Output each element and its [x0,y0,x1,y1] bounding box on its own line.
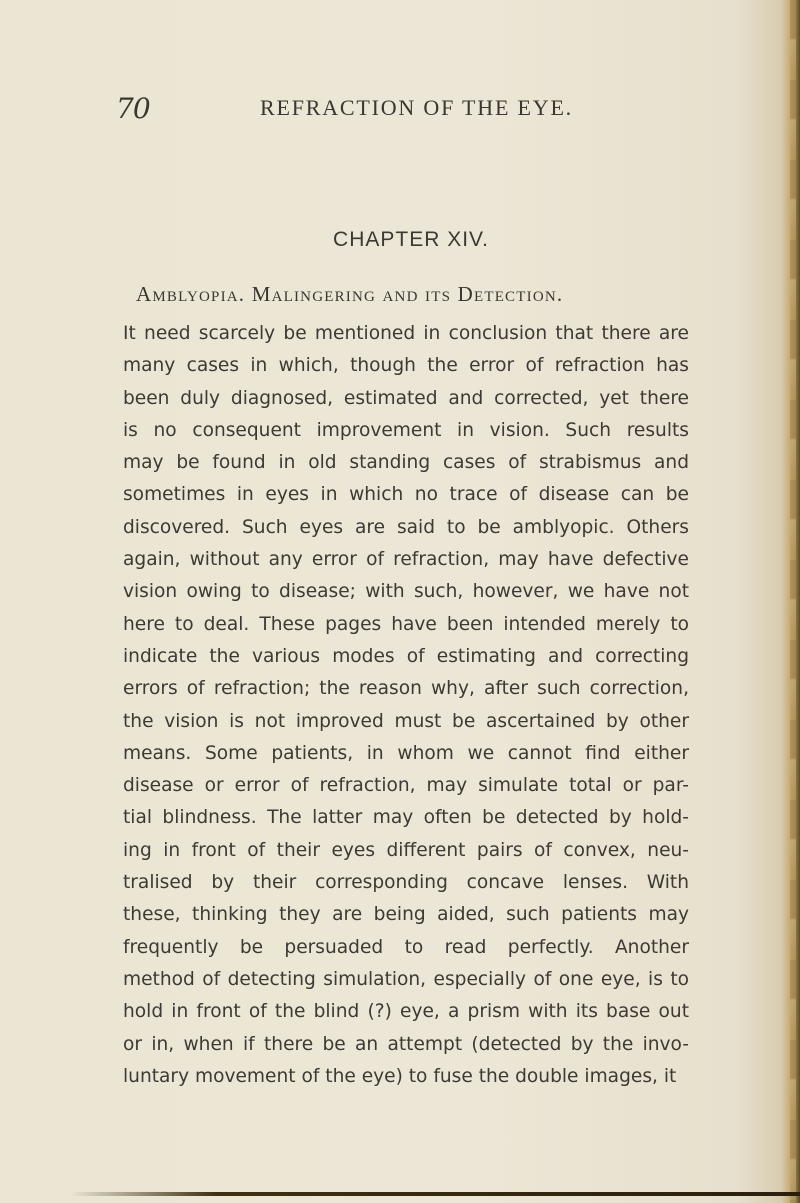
running-head: REFRACTION OF THE EYE. [260,95,573,120]
text-line: ing in front of their eyes different pairs of convex, neu- [123,839,689,861]
text-line: discovered. Such eyes are said to be amblyopic. Others [123,516,689,538]
text-line: luntary movement of the eye) to fuse the double images, it [123,1065,677,1087]
text-line: It need scarcely be mentioned in conclusion that there are [123,323,689,344]
text-line: may be found in old standing cases of strabismus and [123,452,689,474]
text-line: here to deal. These pages have been intended merely to [123,613,689,635]
text-line: many cases in which, though the error of refraction has [123,355,689,377]
text-line: method of detecting simulation, especially of one eye, is to [123,968,689,990]
text-line: tralised by their corresponding concave lenses. With [123,872,689,894]
text-line: disease or error of refraction, may simulate total or par- [123,775,689,797]
page-header [116,92,736,132]
page-number: 70 [116,92,150,125]
text-line: the vision is not improved must be ascertained by other [123,710,689,732]
text-line: or in, when if there be an attempt (detected by the invo- [123,1033,689,1055]
text-line: hold in front of the blind (?) eye, a prism with its base out [123,1001,689,1023]
bottom-edge-rule [70,1192,800,1196]
text-line: means. Some patients, in whom we cannot find either [123,742,689,764]
text-line: is no consequent improvement in vision. Such results [123,419,689,441]
text-line: sometimes in eyes in which no trace of disease can be [123,484,689,506]
text-line: frequently be persuaded to read perfectly. Another [123,936,689,958]
text-line: again, without any error of refraction, may have defective [123,549,689,571]
chapter-subtitle: Amblyopia. Malingering and its Detection. [136,282,564,306]
text-line: been duly diagnosed, estimated and corrected, yet there [123,387,689,409]
text-line: tial blindness. The latter may often be detected by hold- [123,807,689,829]
text-line: these, thinking they are being aided, such patients may [123,904,689,926]
text-line: indicate the various modes of estimating and correcting [123,645,689,667]
chapter-title: CHAPTER XIV. [333,228,489,251]
text-line: errors of refraction; the reason why, after such correction, [123,678,689,700]
body-paragraph [123,318,689,1093]
page-edge-strip [790,0,796,1203]
text-line: vision owing to disease; with such, however, we have not [123,581,689,603]
